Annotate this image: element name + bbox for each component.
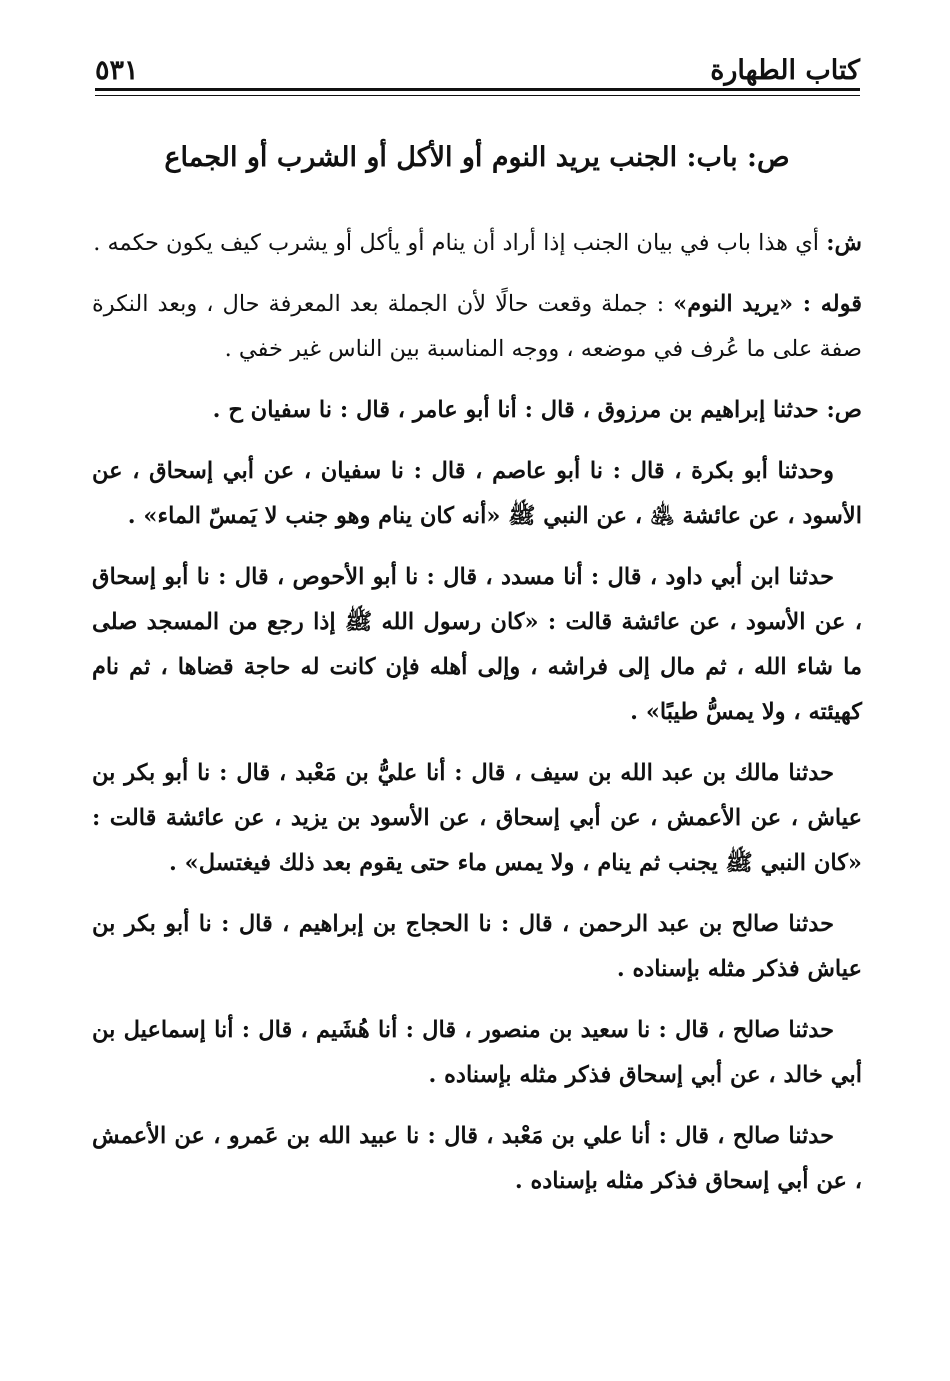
paragraph-lead: ص:: [826, 397, 862, 423]
hadith-paragraph: حدثنا صالح ، قال : أنا علي بن مَعْبد ، قال : نا عبيد الله بن عَمرو ، عن الأعمش ، عن أبي إسحاق فذكر مثله بإسناده .: [92, 1123, 862, 1194]
paragraph-text: أي هذا باب في بيان الجنب إذا أراد أن ينام أو يأكل أو يشرب كيف يكون حكمه .: [93, 230, 827, 256]
running-title: كتاب الطهارة: [710, 55, 860, 86]
hadith-paragraph: حدثنا صالح بن عبد الرحمن ، قال : نا الحجاج بن إبراهيم ، قال : نا أبو بكر بن عياش فذكر مثله بإسناده .: [92, 911, 862, 982]
hadith-paragraph: وحدثنا أبو بكرة ، قال : نا أبو عاصم ، قال : نا سفيان ، عن أبي إسحاق ، عن الأسود ، عن عائشة ﵁ ، عن النبي ﷺ «أنه كان ينام وهو جنب لا يَمسّ الماء» .: [92, 458, 862, 529]
chapter-title: ص: باب: الجنب يريد النوم أو الأكل أو الشرب أو الجماع: [164, 142, 790, 173]
hadith-paragraph: [92, 388, 862, 433]
page-header: [95, 38, 860, 86]
hadith-paragraph: حدثنا ابن أبي داود ، قال : أنا مسدد ، قال : نا أبو الأحوص ، قال : نا أبو إسحاق ، عن الأسود ، عن عائشة قالت : «كان رسول الله ﷺ إذا رجع من المسجد صلى ما شاء الله ، ثم مال إلى فراشه ، وإلى أهله فإن كانت له حاجة قضاها ، ثم نام كهيئته ، ولا يمسُّ طيبًا» .: [92, 564, 862, 725]
header-rule-thick: [95, 88, 860, 91]
commentary-paragraph: [92, 282, 862, 372]
hadith-paragraph: حدثنا مالك بن عبد الله بن سيف ، قال : أنا عليُّ بن مَعْبد ، قال : نا أبو بكر بن عياش ، عن الأعمش ، عن أبي إسحاق ، عن الأسود بن يزيد ، عن عائشة قالت : «كان النبي ﷺ يجنب ثم ينام ، ولا يمس ماء حتى يقوم بعد ذلك فيغتسل» .: [92, 760, 862, 876]
paragraph-text: حدثنا إبراهيم بن مرزوق ، قال : أنا أبو عامر ، قال : نا سفيان ح .: [212, 397, 827, 423]
paragraph-lead: ش:: [826, 230, 862, 256]
page-number: ٥٣١: [95, 55, 139, 86]
paragraph-text: : جملة وقعت حالًا لأن الجملة بعد المعرفة حال ، وبعد النكرة صفة على ما عُرف في موضعه ، ووجه المناسبة بين الناس غير خفي .: [92, 291, 862, 362]
page-body: [92, 135, 862, 1220]
header-rule-thin: [95, 95, 860, 96]
commentary-paragraph: [92, 221, 862, 266]
paragraph-lead: قوله : «يريد النوم»: [673, 291, 862, 317]
hadith-paragraph: حدثنا صالح ، قال : نا سعيد بن منصور ، قال : أنا هُشَيم ، قال : أنا إسماعيل بن أبي خالد ، عن أبي إسحاق فذكر مثله بإسناده .: [92, 1017, 862, 1088]
